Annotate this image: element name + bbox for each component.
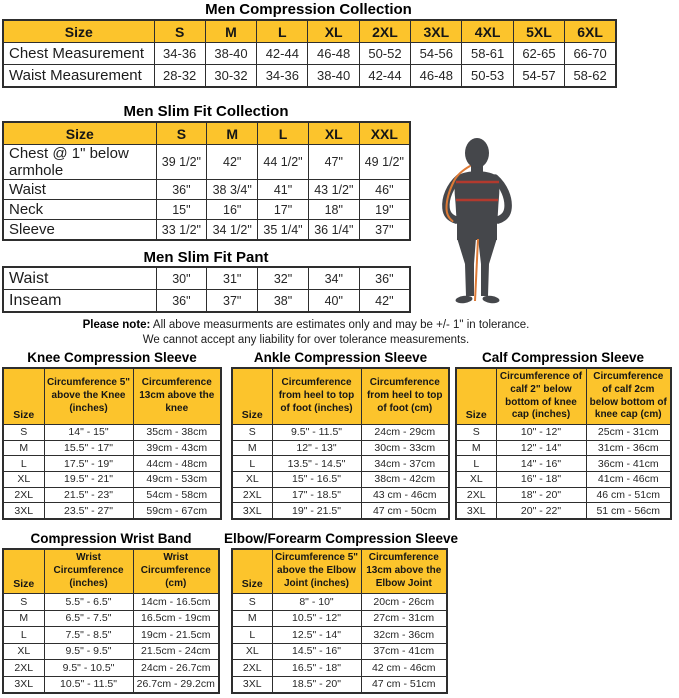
value-cell: 37" [207,290,258,313]
table-title-men-compression-collection: Men Compression Collection [205,1,412,18]
row-label-cell: XL [456,472,496,488]
value-cell: 36" [156,180,207,200]
row-label-cell: L [3,456,44,472]
table-row [232,487,449,503]
tolerance-note [0,318,612,348]
value-cell: 20cm - 26cm [361,594,447,611]
header-cell: Size [3,549,44,594]
header-cell: 5XL [513,20,564,43]
value-cell: 16.5cm - 19cm [133,610,219,627]
value-cell: 42" [207,145,258,180]
value-cell: 37cm - 41cm [361,643,447,660]
row-label-cell: XL [3,643,44,660]
value-cell: 15.5" - 17" [44,440,133,456]
figure-head [465,138,489,168]
value-cell: 8" - 10" [272,594,361,611]
value-cell: 44 1/2" [258,145,309,180]
value-cell: 12.5" - 14" [272,627,361,644]
value-cell: 23.5" - 27" [44,503,133,519]
row-label-cell: Inseam [3,290,156,313]
table-row [456,440,671,456]
value-cell: 19" - 21.5" [272,503,361,519]
table-row [3,503,221,519]
value-cell: 28-32 [154,65,205,88]
value-cell: 16" [207,200,258,220]
header-cell: XXL [359,122,410,145]
value-cell: 14.5" - 16" [272,643,361,660]
value-cell: 18" - 20" [496,487,586,503]
header-cell: Size [3,122,156,145]
value-cell: 46-48 [411,65,462,88]
value-cell: 32cm - 36cm [361,627,447,644]
table-row [3,200,410,220]
value-cell: 27cm - 31cm [361,610,447,627]
header-cell: Circumference from heel to top of foot (inches) [272,368,361,425]
table-title-men-slim-fit-pant: Men Slim Fit Pant [143,249,269,266]
value-cell: 5.5" - 6.5" [44,594,133,611]
value-cell: 30cm - 33cm [361,440,449,456]
table-row [3,627,219,644]
table-row [3,180,410,200]
header-row [3,122,410,145]
value-cell: 31" [207,267,258,290]
row-label-cell: M [3,440,44,456]
header-cell: Size [456,368,496,425]
value-cell: 38-40 [308,65,359,88]
value-cell: 31cm - 36cm [586,440,671,456]
row-label-cell: 3XL [232,676,272,693]
value-cell: 47 cm - 50cm [361,503,449,519]
value-cell: 46 cm - 51cm [586,487,671,503]
men-slim-fit-pant-table [2,266,411,313]
table-row [3,267,410,290]
row-label-cell: Waist Measurement [3,65,154,88]
header-cell: S [154,20,205,43]
value-cell: 47" [308,145,359,180]
table-title-men-slim-fit-collection: Men Slim Fit Collection [123,103,289,120]
value-cell: 44cm - 48cm [133,456,221,472]
header-cell: Circumference of calf 2" below bottom of knee cap (inches) [496,368,586,425]
row-label-cell: XL [232,472,272,488]
table-row [456,487,671,503]
table-row [3,643,219,660]
value-cell: 35cm - 38cm [133,425,221,441]
header-cell: Circumference 5" above the Elbow Joint (inches) [272,549,361,594]
value-cell: 49 1/2" [359,145,410,180]
header-cell: S [156,122,207,145]
value-cell: 26.7cm - 29.2cm [133,676,219,693]
row-label-cell: 3XL [456,503,496,519]
table-title-knee-compression-sleeve: Knee Compression Sleeve [27,350,197,365]
value-cell: 54-56 [411,43,462,65]
row-label-cell: S [456,425,496,441]
table-row [3,145,410,180]
value-cell: 6.5" - 7.5" [44,610,133,627]
elbow-forearm-compression-sleeve-table [231,548,448,694]
row-label-cell: S [3,594,44,611]
value-cell: 32" [258,267,309,290]
tolerance-note-bold: Please note: [82,319,151,331]
value-cell: 13.5" - 14.5" [272,456,361,472]
header-cell: Circumference 13cm above the Elbow Joint [361,549,447,594]
table-row [3,660,219,677]
value-cell: 30" [156,267,207,290]
header-row [232,549,447,594]
value-cell: 36" [156,290,207,313]
row-label-cell: 2XL [232,660,272,677]
row-label-cell: XL [232,643,272,660]
header-cell: Circumference from heel to top of foot (cm) [361,368,449,425]
row-label-cell: Neck [3,200,156,220]
value-cell: 34-36 [257,65,308,88]
table-row [3,456,221,472]
row-label-cell: 3XL [232,503,272,519]
figure-hips [457,220,497,240]
value-cell: 41" [258,180,309,200]
figure-torso [455,171,500,224]
header-cell: Size [3,20,154,43]
value-cell: 9.5" - 11.5" [272,425,361,441]
table-row [232,610,447,627]
table-row [456,456,671,472]
value-cell: 17" - 18.5" [272,487,361,503]
header-cell: Size [232,549,272,594]
row-label-cell: 2XL [232,487,272,503]
header-row [232,368,449,425]
header-row [3,20,616,43]
table-row [3,425,221,441]
row-label-cell: XL [3,472,44,488]
value-cell: 21.5cm - 24cm [133,643,219,660]
row-label-cell: S [232,594,272,611]
value-cell: 14cm - 16.5cm [133,594,219,611]
value-cell: 17.5" - 19" [44,456,133,472]
value-cell: 16" - 18" [496,472,586,488]
value-cell: 50-52 [359,43,410,65]
value-cell: 18.5" - 20" [272,676,361,693]
header-cell: M [205,20,256,43]
table-row [3,610,219,627]
value-cell: 46" [359,180,410,200]
value-cell: 54-57 [513,65,564,88]
header-cell: XL [308,20,359,43]
value-cell: 9.5" - 9.5" [44,643,133,660]
value-cell: 20" - 22" [496,503,586,519]
table-row [232,643,447,660]
row-label-cell: L [3,627,44,644]
header-cell: 4XL [462,20,513,43]
value-cell: 58-61 [462,43,513,65]
men-slim-fit-collection-table [2,121,411,241]
value-cell: 10" - 12" [496,425,586,441]
value-cell: 62-65 [513,43,564,65]
row-label-cell: L [232,627,272,644]
value-cell: 17" [258,200,309,220]
row-label-cell: Chest @ 1" below armhole [3,145,156,180]
row-label-cell: M [232,610,272,627]
value-cell: 42-44 [257,43,308,65]
table-row [3,594,219,611]
row-label-cell: L [456,456,496,472]
value-cell: 34" [308,267,359,290]
value-cell: 18" [308,200,359,220]
value-cell: 19.5" - 21" [44,472,133,488]
row-label-cell: M [232,440,272,456]
table-row [456,425,671,441]
value-cell: 40" [308,290,359,313]
header-row [456,368,671,425]
value-cell: 42" [359,290,410,313]
compression-wrist-band-table [2,548,220,694]
row-label-cell: Sleeve [3,220,156,241]
table-row [3,440,221,456]
header-cell: Size [232,368,272,425]
value-cell: 30-32 [205,65,256,88]
table-row [232,594,447,611]
table-row [232,440,449,456]
value-cell: 42-44 [359,65,410,88]
row-label-cell: Waist [3,267,156,290]
value-cell: 34cm - 37cm [361,456,449,472]
value-cell: 14" - 16" [496,456,586,472]
table-row [232,627,447,644]
value-cell: 19" [359,200,410,220]
table-title-compression-wrist-band: Compression Wrist Band [30,531,192,546]
value-cell: 24cm - 29cm [361,425,449,441]
row-label-cell: S [232,425,272,441]
table-row [232,676,447,693]
table-row [232,456,449,472]
header-cell: Circumference of calf 2cm below bottom of knee cap (cm) [586,368,671,425]
value-cell: 34 1/2" [207,220,258,241]
calf-compression-sleeve-table [455,367,672,520]
value-cell: 38" [258,290,309,313]
table-title-ankle-compression-sleeve: Ankle Compression Sleeve [253,350,428,365]
value-cell: 10.5" - 11.5" [44,676,133,693]
table-row [232,472,449,488]
value-cell: 35 1/4" [258,220,309,241]
value-cell: 42 cm - 46cm [361,660,447,677]
value-cell: 66-70 [565,43,616,65]
row-label-cell: 3XL [3,503,44,519]
tolerance-note-line1: All above measurments are estimates only and may be +/- 1" in tolerance. [150,319,530,331]
value-cell: 38-40 [205,43,256,65]
table-row [3,43,616,65]
value-cell: 50-53 [462,65,513,88]
row-label-cell: 2XL [456,487,496,503]
value-cell: 7.5" - 8.5" [44,627,133,644]
male-figure-silhouette [440,134,524,310]
value-cell: 15" [156,200,207,220]
header-cell: Wrist Circumference (cm) [133,549,219,594]
row-label-cell: Chest Measurement [3,43,154,65]
value-cell: 46-48 [308,43,359,65]
value-cell: 34-36 [154,43,205,65]
header-cell: Circumference 13cm above the knee [133,368,221,425]
table-row [456,503,671,519]
table-row [3,676,219,693]
ankle-compression-sleeve-table [231,367,450,520]
value-cell: 54cm - 58cm [133,487,221,503]
table-row [3,220,410,241]
header-cell: 3XL [411,20,462,43]
row-label-cell: M [3,610,44,627]
table-row [3,472,221,488]
row-label-cell: 3XL [3,676,44,693]
header-cell: L [257,20,308,43]
header-cell: M [207,122,258,145]
row-label-cell: S [3,425,44,441]
figure-left-leg [457,238,476,296]
value-cell: 33 1/2" [156,220,207,241]
tolerance-note-line2: We cannot accept any liability for over tolerance measurements. [142,333,470,346]
header-cell: XL [308,122,359,145]
value-cell: 19cm - 21.5cm [133,627,219,644]
value-cell: 51 cm - 56cm [586,503,671,519]
header-row [3,549,219,594]
value-cell: 38cm - 42cm [361,472,449,488]
header-cell: Size [3,368,44,425]
header-cell: L [258,122,309,145]
value-cell: 25cm - 31cm [586,425,671,441]
figure-right-foot [482,295,500,304]
value-cell: 12" - 13" [272,440,361,456]
header-cell: 6XL [565,20,616,43]
value-cell: 12" - 14" [496,440,586,456]
row-label-cell: 2XL [3,660,44,677]
table-row [3,65,616,88]
value-cell: 47 cm - 51cm [361,676,447,693]
value-cell: 36cm - 41cm [586,456,671,472]
value-cell: 58-62 [565,65,616,88]
knee-compression-sleeve-table [2,367,222,520]
value-cell: 43 1/2" [308,180,359,200]
table-row [232,503,449,519]
value-cell: 41cm - 46cm [586,472,671,488]
value-cell: 39 1/2" [156,145,207,180]
row-label-cell: Waist [3,180,156,200]
men-compression-collection-table [2,19,617,88]
row-label-cell: 2XL [3,487,44,503]
value-cell: 39cm - 43cm [133,440,221,456]
value-cell: 10.5" - 12" [272,610,361,627]
inseam-measure-line [475,239,478,301]
table-title-calf-compression-sleeve: Calf Compression Sleeve [481,350,645,365]
value-cell: 37" [359,220,410,241]
value-cell: 14" - 15" [44,425,133,441]
figure-right-leg [478,238,497,296]
value-cell: 43 cm - 46cm [361,487,449,503]
table-row [456,472,671,488]
header-cell: 2XL [359,20,410,43]
table-row [3,290,410,313]
value-cell: 36 1/4" [308,220,359,241]
value-cell: 49cm - 53cm [133,472,221,488]
row-label-cell: M [456,440,496,456]
value-cell: 9.5" - 10.5" [44,660,133,677]
value-cell: 36" [359,267,410,290]
table-row [3,487,221,503]
header-cell: Wrist Circumference (inches) [44,549,133,594]
header-row [3,368,221,425]
table-row [232,660,447,677]
value-cell: 16.5" - 18" [272,660,361,677]
table-title-elbow-forearm-compression-sleeve: Elbow/Forearm Compression Sleeve [223,531,459,546]
table-row [232,425,449,441]
value-cell: 59cm - 67cm [133,503,221,519]
value-cell: 21.5" - 23" [44,487,133,503]
header-cell: Circumference 5" above the Knee (inches) [44,368,133,425]
value-cell: 15" - 16.5" [272,472,361,488]
value-cell: 38 3/4" [207,180,258,200]
figure-left-foot [455,295,473,304]
row-label-cell: L [232,456,272,472]
value-cell: 24cm - 26.7cm [133,660,219,677]
